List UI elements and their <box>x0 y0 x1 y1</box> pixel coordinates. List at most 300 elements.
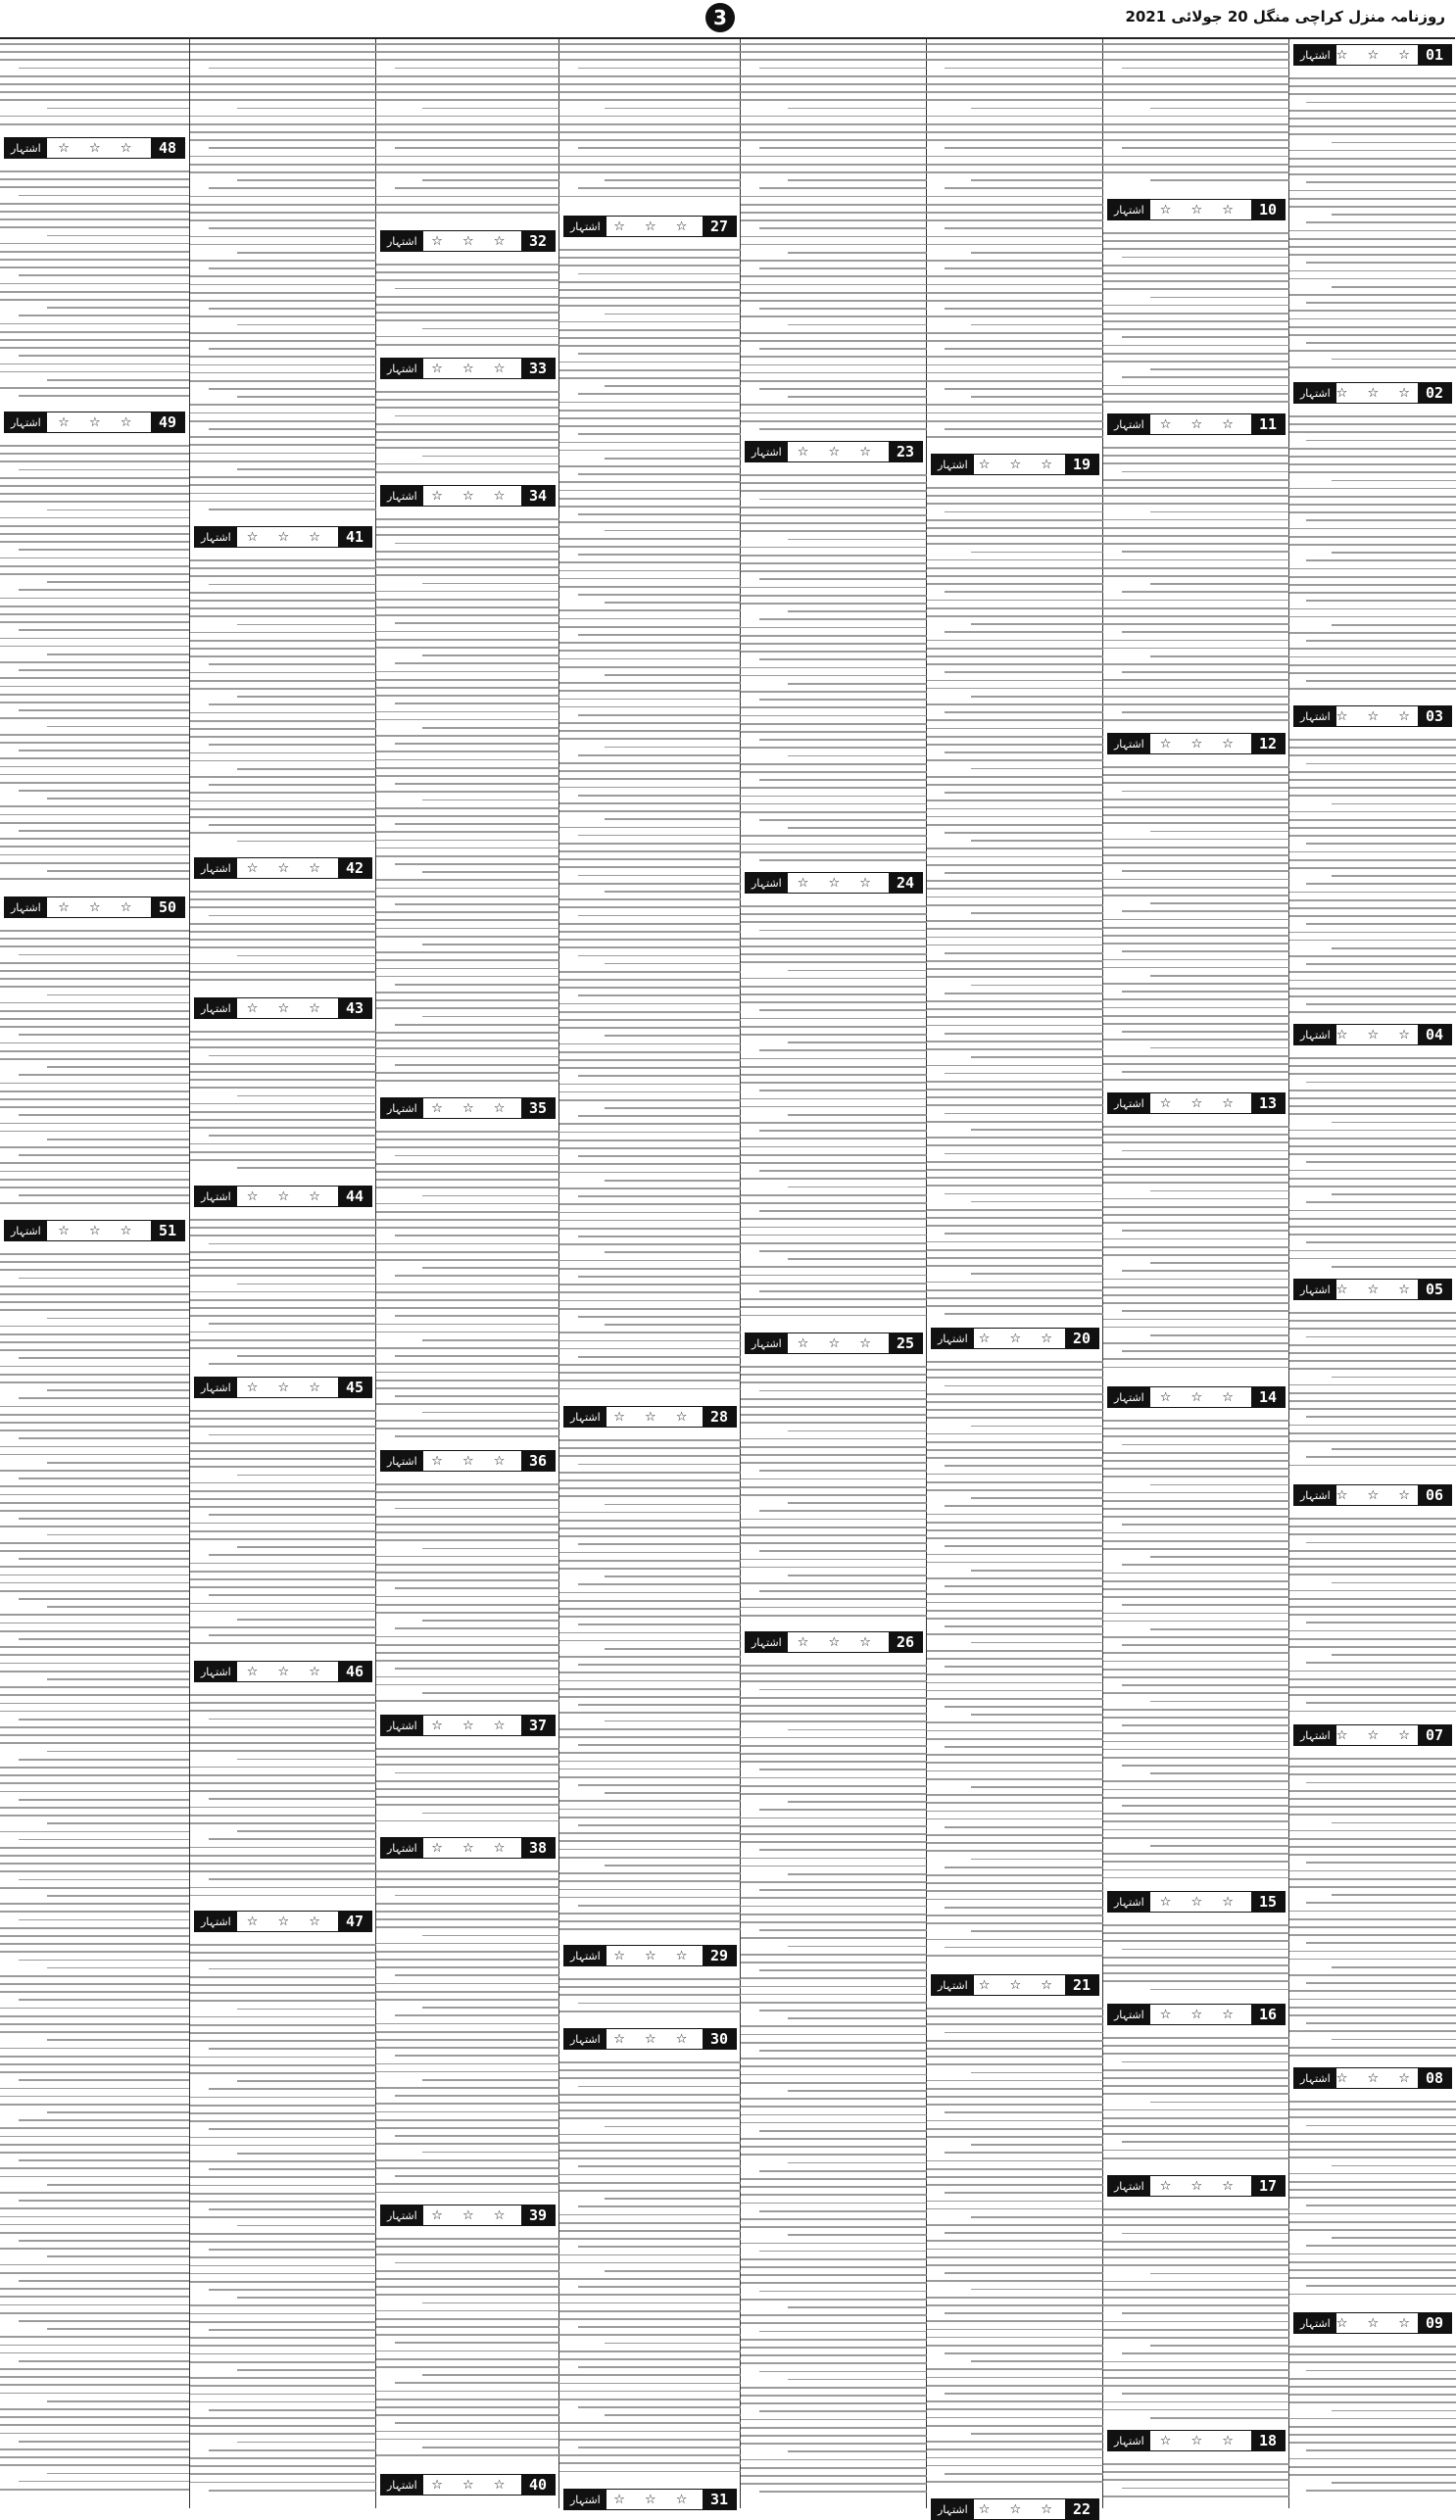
news-item-heading <box>380 1715 556 1736</box>
article-text-block <box>1289 1758 1456 2063</box>
item-label: اشتہار <box>5 412 47 432</box>
item-label: اشتہار <box>1108 1387 1150 1407</box>
star-ornament-icon: ☆ ☆ ☆ <box>1159 2007 1241 2022</box>
item-tag <box>931 454 1099 475</box>
article-text-block <box>1103 2463 1289 2504</box>
star-ornament-icon: ☆ ☆ ☆ <box>58 899 140 915</box>
item-label: اشتہار <box>381 231 423 251</box>
star-ornament-icon: ☆ ☆ ☆ <box>613 2031 696 2047</box>
item-tag <box>380 1097 556 1119</box>
news-item-heading <box>1107 2004 1286 2025</box>
item-number: 33 <box>521 359 555 378</box>
item-number: 20 <box>1065 1329 1098 1348</box>
item-label: اشتہار <box>381 2475 423 2495</box>
star-ornament-icon: ☆ ☆ ☆ <box>431 1453 513 1469</box>
star-ornament-icon: ☆ ☆ ☆ <box>246 1380 328 1395</box>
item-tag <box>1293 1724 1452 1746</box>
item-label: اشتہار <box>195 1378 237 1397</box>
item-label: اشتہار <box>5 138 47 158</box>
article-text-block <box>376 43 559 226</box>
item-number: 36 <box>521 1451 555 1471</box>
page-number-badge: 3 <box>705 3 735 32</box>
item-label: اشتہار <box>195 1912 237 1931</box>
item-number: 35 <box>521 1098 555 1118</box>
item-label: اشتہار <box>564 1946 607 1965</box>
item-number: 02 <box>1418 383 1451 403</box>
star-ornament-icon: ☆ ☆ ☆ <box>246 529 328 545</box>
news-column <box>0 39 189 2508</box>
item-number: 42 <box>338 858 371 878</box>
news-item-heading <box>745 872 923 894</box>
star-ornament-icon: ☆ ☆ ☆ <box>1159 416 1241 432</box>
news-item-heading <box>1107 413 1286 435</box>
item-label: اشتہار <box>564 217 607 236</box>
item-tag <box>4 897 185 918</box>
item-label: اشتہار <box>1294 45 1336 65</box>
article-text-block <box>190 891 376 993</box>
item-tag <box>1107 1891 1286 1913</box>
article-text-block <box>1103 2208 1289 2426</box>
news-item-heading <box>194 526 372 548</box>
item-number: 40 <box>521 2475 555 2495</box>
article-text-block <box>0 930 189 1216</box>
news-item-heading <box>4 137 185 159</box>
item-number: 34 <box>521 486 555 506</box>
item-tag <box>1107 413 1286 435</box>
item-tag <box>931 2498 1099 2520</box>
item-number: 06 <box>1418 1485 1451 1505</box>
article-text-block <box>559 249 741 1402</box>
item-label: اشتہار <box>1108 2431 1150 2450</box>
news-item-heading <box>380 485 556 507</box>
news-column <box>926 39 1103 2518</box>
article-text-block <box>1103 447 1289 729</box>
news-item-heading <box>380 2205 556 2226</box>
news-item-heading <box>1107 199 1286 220</box>
item-tag <box>563 1406 737 1428</box>
news-item-heading <box>931 1328 1099 1349</box>
item-tag <box>194 857 372 879</box>
item-label: اشتہار <box>932 2499 974 2519</box>
item-tag <box>1293 1279 1452 1300</box>
item-tag <box>563 2489 737 2510</box>
item-number: 46 <box>338 1662 371 1681</box>
item-label: اشتہار <box>746 1632 788 1652</box>
item-tag <box>4 1220 185 1241</box>
news-item-heading <box>931 454 1099 475</box>
article-text-block <box>376 1483 559 1711</box>
news-column <box>740 39 927 2508</box>
item-tag <box>194 1186 372 1207</box>
item-number: 14 <box>1251 1387 1285 1407</box>
article-text-block <box>741 1665 927 2504</box>
item-tag <box>745 441 923 462</box>
star-ornament-icon: ☆ ☆ ☆ <box>797 444 879 460</box>
article-text-block <box>190 43 376 522</box>
item-label: اشتہار <box>1294 2068 1336 2088</box>
star-ornament-icon: ☆ ☆ ☆ <box>1159 1389 1241 1405</box>
item-tag <box>1107 1386 1286 1408</box>
item-number: 18 <box>1251 2431 1285 2450</box>
item-label: اشتہار <box>381 1098 423 1118</box>
article-text-block <box>559 1978 741 2024</box>
article-text-block <box>1289 2101 1456 2308</box>
item-tag <box>745 872 923 894</box>
news-item-heading <box>563 2028 737 2050</box>
item-tag <box>1107 733 1286 754</box>
item-number: 44 <box>338 1187 371 1206</box>
item-number: 39 <box>521 2205 555 2225</box>
star-ornament-icon: ☆ ☆ ☆ <box>246 860 328 876</box>
article-text-block <box>376 1748 559 1833</box>
star-ornament-icon: ☆ ☆ ☆ <box>58 414 140 430</box>
item-label: اشتہار <box>932 455 974 474</box>
item-number: 47 <box>338 1912 371 1931</box>
news-item-heading <box>1293 2312 1452 2334</box>
item-label: اشتہار <box>1108 1093 1150 1113</box>
article-text-block <box>1289 415 1456 702</box>
item-label: اشتہار <box>1294 1025 1336 1044</box>
item-tag <box>380 1715 556 1736</box>
item-number: 13 <box>1251 1093 1285 1113</box>
news-item-heading <box>4 897 185 918</box>
item-number: 23 <box>889 442 922 461</box>
star-ornament-icon: ☆ ☆ ☆ <box>797 1335 879 1351</box>
item-label: اشتہار <box>1294 1725 1336 1745</box>
item-tag <box>380 485 556 507</box>
news-item-heading <box>1293 1724 1452 1746</box>
star-ornament-icon: ☆ ☆ ☆ <box>431 1840 513 1856</box>
article-text-block <box>190 1694 376 1907</box>
news-column <box>1102 39 1289 2508</box>
star-ornament-icon: ☆ ☆ ☆ <box>431 361 513 376</box>
item-label: اشتہار <box>381 1451 423 1471</box>
item-tag <box>4 412 185 433</box>
item-tag <box>1293 44 1452 66</box>
item-number: 16 <box>1251 2005 1285 2024</box>
news-item-heading <box>194 997 372 1019</box>
item-label: اشتہار <box>195 1662 237 1681</box>
news-item-heading <box>931 1974 1099 1996</box>
item-number: 43 <box>338 998 371 1018</box>
item-number: 51 <box>151 1221 184 1240</box>
star-ornament-icon: ☆ ☆ ☆ <box>613 2492 696 2507</box>
article-text-block <box>741 1366 927 1627</box>
item-tag <box>1293 382 1452 404</box>
item-number: 09 <box>1418 2313 1451 2333</box>
item-tag <box>194 1377 372 1398</box>
news-item-heading <box>1293 1024 1452 1045</box>
article-text-block <box>927 43 1103 450</box>
item-tag <box>563 216 737 237</box>
article-text-block <box>376 1870 559 2201</box>
item-tag <box>380 2474 556 2496</box>
article-text-block <box>1289 77 1456 378</box>
item-number: 25 <box>889 1333 922 1353</box>
star-ornament-icon: ☆ ☆ ☆ <box>431 2477 513 2493</box>
news-item-heading <box>563 1406 737 1428</box>
item-label: اشتہار <box>746 1333 788 1353</box>
item-tag <box>380 1837 556 1859</box>
item-tag <box>563 1945 737 1966</box>
item-label: اشتہار <box>1108 2005 1150 2024</box>
item-tag <box>194 1911 372 1932</box>
item-tag <box>1293 705 1452 727</box>
item-label: اشتہار <box>195 858 237 878</box>
article-text-block <box>190 1944 376 2504</box>
news-column <box>558 39 741 2508</box>
masthead <box>0 0 1455 39</box>
item-label: اشتہار <box>381 1716 423 1735</box>
article-text-block <box>559 43 741 212</box>
item-number: 17 <box>1251 2176 1285 2196</box>
item-tag <box>1293 2312 1452 2334</box>
star-ornament-icon: ☆ ☆ ☆ <box>1159 736 1241 751</box>
item-label: اشتہار <box>564 2490 607 2509</box>
news-item-heading <box>745 441 923 462</box>
item-label: اشتہار <box>746 442 788 461</box>
news-item-heading <box>1107 1386 1286 1408</box>
item-tag <box>745 1631 923 1653</box>
star-ornament-icon: ☆ ☆ ☆ <box>978 2501 1060 2517</box>
item-tag <box>194 1661 372 1682</box>
news-item-heading <box>380 2474 556 2496</box>
item-label: اشتہار <box>381 1838 423 1858</box>
item-label: اشتہار <box>195 1187 237 1206</box>
item-label: اشتہار <box>381 2205 423 2225</box>
item-number: 15 <box>1251 1892 1285 1912</box>
star-ornament-icon: ☆ ☆ ☆ <box>978 1331 1060 1346</box>
item-number: 31 <box>703 2490 736 2509</box>
item-number: 10 <box>1251 200 1285 219</box>
news-column <box>1288 39 1456 2508</box>
article-text-block <box>376 391 559 481</box>
item-tag <box>1293 1484 1452 1506</box>
news-item-heading <box>1107 733 1286 754</box>
news-item-heading <box>563 2489 737 2510</box>
star-ornament-icon: ☆ ☆ ☆ <box>1335 2315 1418 2331</box>
item-number: 21 <box>1065 1975 1098 1995</box>
news-item-heading <box>1107 2430 1286 2451</box>
item-number: 11 <box>1251 414 1285 434</box>
item-number: 08 <box>1418 2068 1451 2088</box>
news-item-heading <box>1293 2067 1452 2089</box>
news-item-heading <box>745 1333 923 1354</box>
star-ornament-icon: ☆ ☆ ☆ <box>978 1977 1060 1993</box>
article-text-block <box>190 1031 376 1182</box>
item-label: اشتہار <box>1294 1280 1336 1299</box>
news-item-heading <box>194 1186 372 1207</box>
news-item-heading <box>563 1945 737 1966</box>
article-text-block <box>1103 232 1289 410</box>
star-ornament-icon: ☆ ☆ ☆ <box>1335 1727 1418 1743</box>
item-label: اشتہار <box>1294 706 1336 726</box>
star-ornament-icon: ☆ ☆ ☆ <box>1335 1487 1418 1503</box>
item-number: 49 <box>151 412 184 432</box>
news-item-heading <box>380 1837 556 1859</box>
star-ornament-icon: ☆ ☆ ☆ <box>1159 1095 1241 1111</box>
article-text-block <box>0 1253 189 2504</box>
star-ornament-icon: ☆ ☆ ☆ <box>246 1000 328 1016</box>
item-tag <box>380 1450 556 1472</box>
article-text-block <box>1103 1420 1289 1887</box>
item-tag <box>745 1333 923 1354</box>
news-item-heading <box>194 1661 372 1682</box>
article-text-block <box>1289 1057 1456 1275</box>
item-tag <box>1293 1024 1452 1045</box>
item-number: 27 <box>703 217 736 236</box>
news-item-heading <box>1107 1891 1286 1913</box>
star-ornament-icon: ☆ ☆ ☆ <box>613 1409 696 1425</box>
article-text-block <box>1103 1924 1289 2000</box>
item-label: اشتہار <box>1294 1485 1336 1505</box>
item-number: 12 <box>1251 734 1285 753</box>
news-item-heading <box>194 1911 372 1932</box>
news-item-heading <box>380 230 556 252</box>
article-text-block <box>1289 2346 1456 2504</box>
item-tag <box>1293 2067 1452 2089</box>
article-text-block <box>376 1131 559 1446</box>
item-tag <box>1107 2430 1286 2451</box>
item-number: 28 <box>703 1407 736 1427</box>
star-ornament-icon: ☆ ☆ ☆ <box>1335 385 1418 401</box>
star-ornament-icon: ☆ ☆ ☆ <box>246 1188 328 1204</box>
star-ornament-icon: ☆ ☆ ☆ <box>1335 708 1418 724</box>
article-text-block <box>0 170 189 408</box>
star-ornament-icon: ☆ ☆ ☆ <box>431 2207 513 2223</box>
article-text-block <box>0 445 189 893</box>
article-text-block <box>741 43 927 437</box>
item-tag <box>194 526 372 548</box>
item-number: 37 <box>521 1716 555 1735</box>
item-tag <box>380 230 556 252</box>
article-text-block <box>1289 739 1456 1020</box>
news-item-heading <box>1107 2175 1286 2197</box>
item-label: اشتہار <box>1294 2313 1336 2333</box>
star-ornament-icon: ☆ ☆ ☆ <box>613 1948 696 1963</box>
item-tag <box>380 358 556 379</box>
item-label: اشتہار <box>932 1329 974 1348</box>
article-text-block <box>1103 766 1289 1089</box>
article-text-block <box>1103 1126 1289 1382</box>
news-column <box>189 39 376 2508</box>
item-label: اشتہار <box>1108 2176 1150 2196</box>
article-text-block <box>1103 2037 1289 2171</box>
news-column <box>375 39 559 2508</box>
item-label: اشتہار <box>5 897 47 917</box>
article-text-block <box>559 1439 741 1941</box>
item-label: اشتہار <box>564 1407 607 1427</box>
item-number: 26 <box>889 1632 922 1652</box>
news-item-heading <box>194 1377 372 1398</box>
article-text-block <box>927 487 1103 1324</box>
item-tag <box>563 2028 737 2050</box>
news-item-heading <box>1293 1279 1452 1300</box>
item-tag <box>931 1328 1099 1349</box>
news-item-heading <box>1293 705 1452 727</box>
star-ornament-icon: ☆ ☆ ☆ <box>58 140 140 156</box>
item-label: اشتہار <box>746 873 788 893</box>
star-ornament-icon: ☆ ☆ ☆ <box>431 233 513 249</box>
star-ornament-icon: ☆ ☆ ☆ <box>613 218 696 234</box>
item-number: 41 <box>338 527 371 547</box>
news-item-heading <box>4 412 185 433</box>
news-item-heading <box>194 857 372 879</box>
news-item-heading <box>931 2498 1099 2520</box>
item-number: 03 <box>1418 706 1451 726</box>
item-number: 01 <box>1418 45 1451 65</box>
star-ornament-icon: ☆ ☆ ☆ <box>797 1634 879 1650</box>
item-label: اشتہار <box>381 359 423 378</box>
star-ornament-icon: ☆ ☆ ☆ <box>431 1718 513 1733</box>
article-text-block <box>927 1361 1103 1970</box>
item-number: 24 <box>889 873 922 893</box>
item-number: 19 <box>1065 455 1098 474</box>
item-tag <box>1107 2175 1286 2197</box>
article-text-block <box>0 43 189 133</box>
news-item-heading <box>1293 1484 1452 1506</box>
article-text-block <box>190 1219 376 1373</box>
news-item-heading <box>745 1631 923 1653</box>
item-tag <box>1107 2004 1286 2025</box>
article-text-block <box>741 474 927 868</box>
news-item-heading <box>1293 382 1452 404</box>
star-ornament-icon: ☆ ☆ ☆ <box>1335 2070 1418 2086</box>
item-number: 30 <box>703 2029 736 2049</box>
star-ornament-icon: ☆ ☆ ☆ <box>1335 1027 1418 1042</box>
masthead-date: روزنامہ منزل کراچی منگل 20 جولائی 2021 <box>1125 8 1445 25</box>
news-item-heading <box>563 216 737 237</box>
star-ornament-icon: ☆ ☆ ☆ <box>978 457 1060 472</box>
star-ornament-icon: ☆ ☆ ☆ <box>1335 1282 1418 1297</box>
article-text-block <box>559 2061 741 2485</box>
item-label: اشتہار <box>195 998 237 1018</box>
item-number: 07 <box>1418 1725 1451 1745</box>
article-text-block <box>376 2238 559 2470</box>
star-ornament-icon: ☆ ☆ ☆ <box>1159 2178 1241 2194</box>
star-ornament-icon: ☆ ☆ ☆ <box>246 1664 328 1679</box>
item-number: 04 <box>1418 1025 1451 1044</box>
star-ornament-icon: ☆ ☆ ☆ <box>1159 1894 1241 1910</box>
item-label: اشتہار <box>381 486 423 506</box>
star-ornament-icon: ☆ ☆ ☆ <box>246 1914 328 1929</box>
item-tag <box>4 137 185 159</box>
item-label: اشتہار <box>564 2029 607 2049</box>
star-ornament-icon: ☆ ☆ ☆ <box>58 1223 140 1238</box>
item-label: اشتہار <box>1108 414 1150 434</box>
news-item-heading <box>4 1220 185 1241</box>
item-number: 29 <box>703 1946 736 1965</box>
star-ornament-icon: ☆ ☆ ☆ <box>431 1100 513 1116</box>
item-label: اشتہار <box>1108 734 1150 753</box>
news-item-heading <box>380 1097 556 1119</box>
star-ornament-icon: ☆ ☆ ☆ <box>797 875 879 891</box>
item-number: 32 <box>521 231 555 251</box>
star-ornament-icon: ☆ ☆ ☆ <box>1335 47 1418 63</box>
news-item-heading <box>380 358 556 379</box>
article-text-block <box>1103 43 1289 195</box>
article-text-block <box>376 518 559 1093</box>
item-number: 22 <box>1065 2499 1098 2519</box>
item-number: 45 <box>338 1378 371 1397</box>
item-tag <box>931 1974 1099 1996</box>
news-item-heading <box>380 1450 556 1472</box>
item-tag <box>1107 1092 1286 1114</box>
item-tag <box>1107 199 1286 220</box>
item-number: 05 <box>1418 1280 1451 1299</box>
item-number: 50 <box>151 897 184 917</box>
item-tag <box>194 997 372 1019</box>
